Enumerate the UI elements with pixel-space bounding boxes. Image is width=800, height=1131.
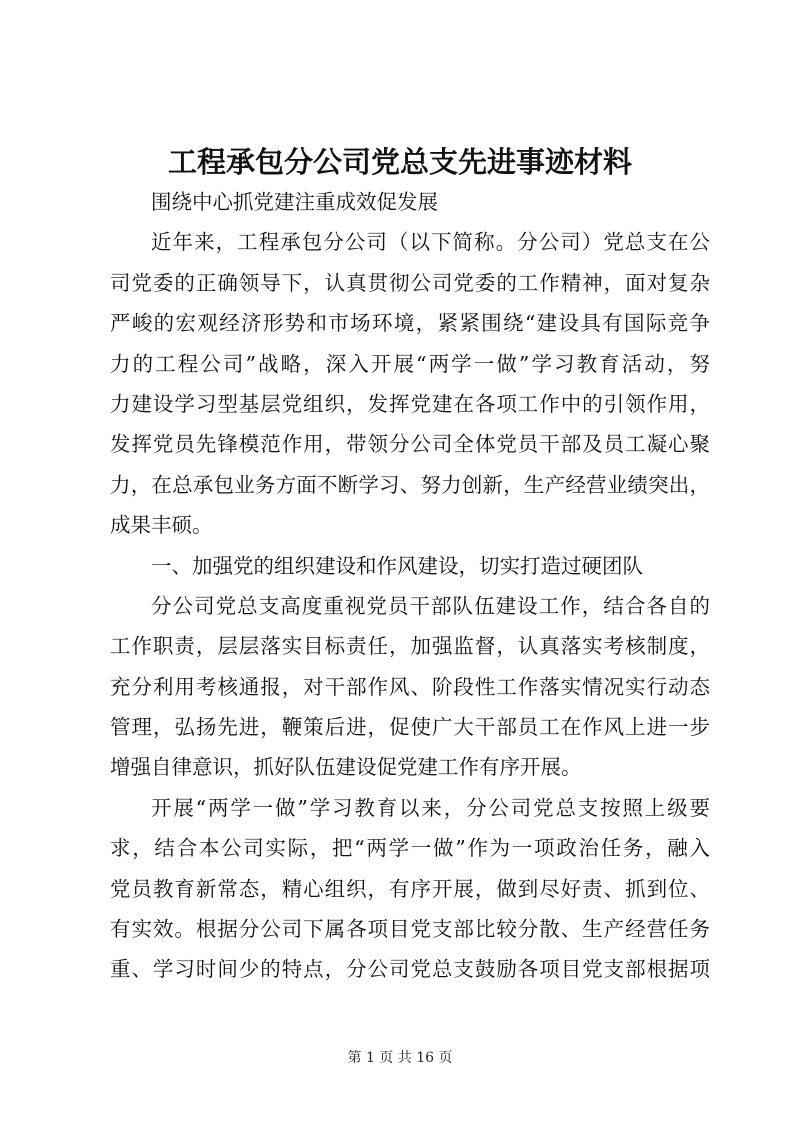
text-line: 司党委的正确领导下，认真贯彻公司党委的工作精神，面对复杂	[110, 270, 710, 295]
text-line: 围绕中心抓党建注重成效促发展	[151, 190, 438, 214]
text-line: 近年来，工程承包分公司（以下简称。分公司）党总支在公	[151, 230, 710, 255]
text-line: 党员教育新常态，精心组织，有序开展，做到尽好责、抓到位、	[110, 876, 710, 901]
document-body	[110, 182, 710, 990]
text-line: 严峻的宏观经济形势和市场环境，紧紧围绕“建设具有国际竞争	[110, 311, 710, 336]
text-line: 一、加强党的组织建设和作风建设，切实打造过硬团队	[151, 553, 643, 578]
text-line: 力，在总承包业务方面不断学习、努力创新，生产经营业绩突出，	[110, 472, 710, 497]
text-line: 工作职责，层层落实目标责任，加强监督，认真落实考核制度，	[110, 634, 710, 659]
text-line: 管理，弘扬先进，鞭策后进，促使广大干部员工在作风上进一步	[110, 715, 710, 740]
text-line: 重、学习时间少的特点，分公司党总支鼓励各项目党支部根据项	[110, 957, 710, 982]
text-line: 发挥党员先锋模范作用，带领分公司全体党员干部及员工凝心聚	[110, 432, 710, 457]
text-line: 增强自律意识，抓好队伍建设促党建工作有序开展。	[110, 755, 582, 780]
text-line: 分公司党总支高度重视党员干部队伍建设工作，结合各自的	[151, 593, 710, 618]
text-line: 力的工程公司”战略，深入开展“两学一做”学习教育活动，努	[110, 351, 710, 376]
text-line: 力建设学习型基层党组织，发挥党建在各项工作中的引领作用，	[110, 391, 710, 416]
document-title: 工程承包分公司党总支先进事迹材料	[167, 145, 632, 179]
text-line: 开展“两学一做”学习教育以来，分公司党总支按照上级要	[151, 795, 710, 820]
text-line: 充分利用考核通报，对干部作风、阶段性工作落实情况实行动态	[110, 674, 710, 699]
text-line: 有实效。根据分公司下属各项目党支部比较分散、生产经营任务	[110, 917, 710, 942]
text-line: 成果丰硕。	[110, 513, 213, 538]
text-line: 求，结合本公司实际，把“两学一做”作为一项政治任务，融入	[110, 836, 710, 861]
page-footer: 第 1 页 共 16 页	[347, 1050, 453, 1066]
